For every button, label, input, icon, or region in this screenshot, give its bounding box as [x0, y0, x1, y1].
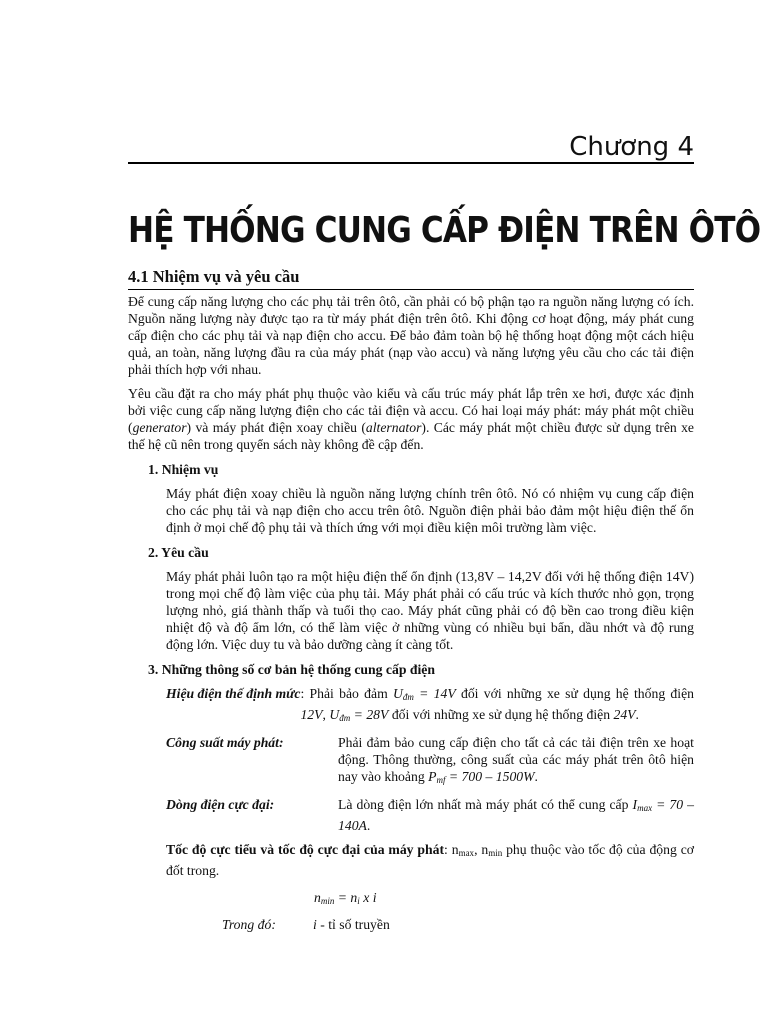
param-power-label: Công suất máy phát: [166, 735, 284, 750]
subsection-1-title: 1. Nhiệm vụ [148, 462, 219, 477]
subsection-3-title: 3. Những thông số cơ bản hệ thống cung cấp điện [148, 662, 435, 677]
document-body [128, 293, 694, 933]
chapter-rule [128, 162, 694, 164]
param-current [128, 796, 694, 834]
param-current-text: Là dòng điện lớn nhất mà máy phát có thể cung cấp $I_{max} = 70 - 140A$. [338, 797, 694, 833]
formula-legend-text: i - tỉ số truyền [313, 917, 390, 932]
subsection-1-text: Máy phát điện xoay chiều là nguồn năng lượng chính trên ôtô. Nó có nhiệm vụ cung cấp điện cho các phụ tải và nạp điện cho accu trên ôtô. Nguồn điện phải bảo đảm một hiệu điện thế ổn định ở mọi chế độ phụ tải và thích ứng với mọi điều kiện môi trường làm việc. [166, 486, 694, 535]
paragraph-requirements: Yêu cầu đặt ra cho máy phát phụ thuộc vào kiểu và cấu trúc máy phát lắp trên xe hơi, được xác định bởi việc cung cấp năng lượng điện cho các tải điện và accu. Có hai loại máy phát: máy phát một chiều (generator) và máy phát điện xoay chiều (alternator). Các máy phát một chiều được sử dụng trên xe thế hệ cũ nên trong quyển sách này không đề cập đến. [128, 386, 694, 452]
param-current-label: Dòng điện cực đại: [166, 797, 275, 812]
param-power [128, 734, 694, 789]
param-power-text: Phải đảm bảo cung cấp điện cho tất cả các tải điện trên xe hoạt động. Thông thường, công suất của các máy phát trên ôtô hiện nay vào khoảng $P_{mf} = 700 - 1500W$. [338, 735, 694, 785]
chapter-title: HỆ THỐNG CUNG CẤP ĐIỆN TRÊN ÔTÔ [128, 210, 761, 251]
section-heading: 4.1 Nhiệm vụ và yêu cầu [128, 267, 300, 286]
formula-legend-label: Trong đó: [222, 917, 276, 932]
speed-formula: $n_{min} = n_i$ x i [314, 890, 377, 906]
param-voltage-label: Hiệu điện thế định mức [166, 686, 301, 701]
param-voltage [128, 685, 694, 727]
param-voltage-text: : Phải bảo đảm $U_{đm} = 14V$ đối với những xe sử dụng hệ thống điện 12V, $U_{đm} = 28V$ đối với những xe sử dụng hệ thống điện 24V. [300, 686, 694, 723]
chapter-heading: Chương 4 [569, 132, 694, 162]
formula-legend [222, 916, 694, 933]
param-speed: Tốc độ cực tiểu và tốc độ cực đại của máy phát: $n_{max}$, $n_{min}$ phụ thuộc vào tốc độ của động cơ đốt trong. [166, 842, 695, 878]
section-rule [128, 289, 694, 290]
subsection-2-title: 2. Yêu cầu [148, 545, 209, 560]
paragraph-intro: Để cung cấp năng lượng cho các phụ tải trên ôtô, cần phải có bộ phận tạo ra nguồn năng lượng có ích. Nguồn năng lượng này được tạo ra từ máy phát điện trên ôtô. Khi động cơ hoạt động, máy phát cung cấp điện cho các phụ tải và nạp điện cho accu. Để bảo đảm toàn bộ hệ thống hoạt động một cách hiệu quả, an toàn, năng lượng đầu ra của máy phát (nạp vào accu) và năng lượng yêu cầu cho các tải điện phải thích hợp với nhau. [128, 294, 694, 377]
subsection-2-text: Máy phát phải luôn tạo ra một hiệu điện thế ổn định (13,8V – 14,2V đối với hệ thống điện 14V) trong mọi chế độ làm việc của phụ tải. Máy phát phải có cấu trúc và kích thước nhỏ gọn, trọng lượng nhỏ, giá thành thấp và tuổi thọ cao. Máy phát cũng phải có độ bền cao trong điều kiện nhiệt độ và độ ẩm lớn, có thể làm việc ở những vùng có nhiều bụi bẩn, dầu nhớt và độ rung động lớn. Việc duy tu và bảo dưỡng càng ít càng tốt. [166, 569, 694, 652]
